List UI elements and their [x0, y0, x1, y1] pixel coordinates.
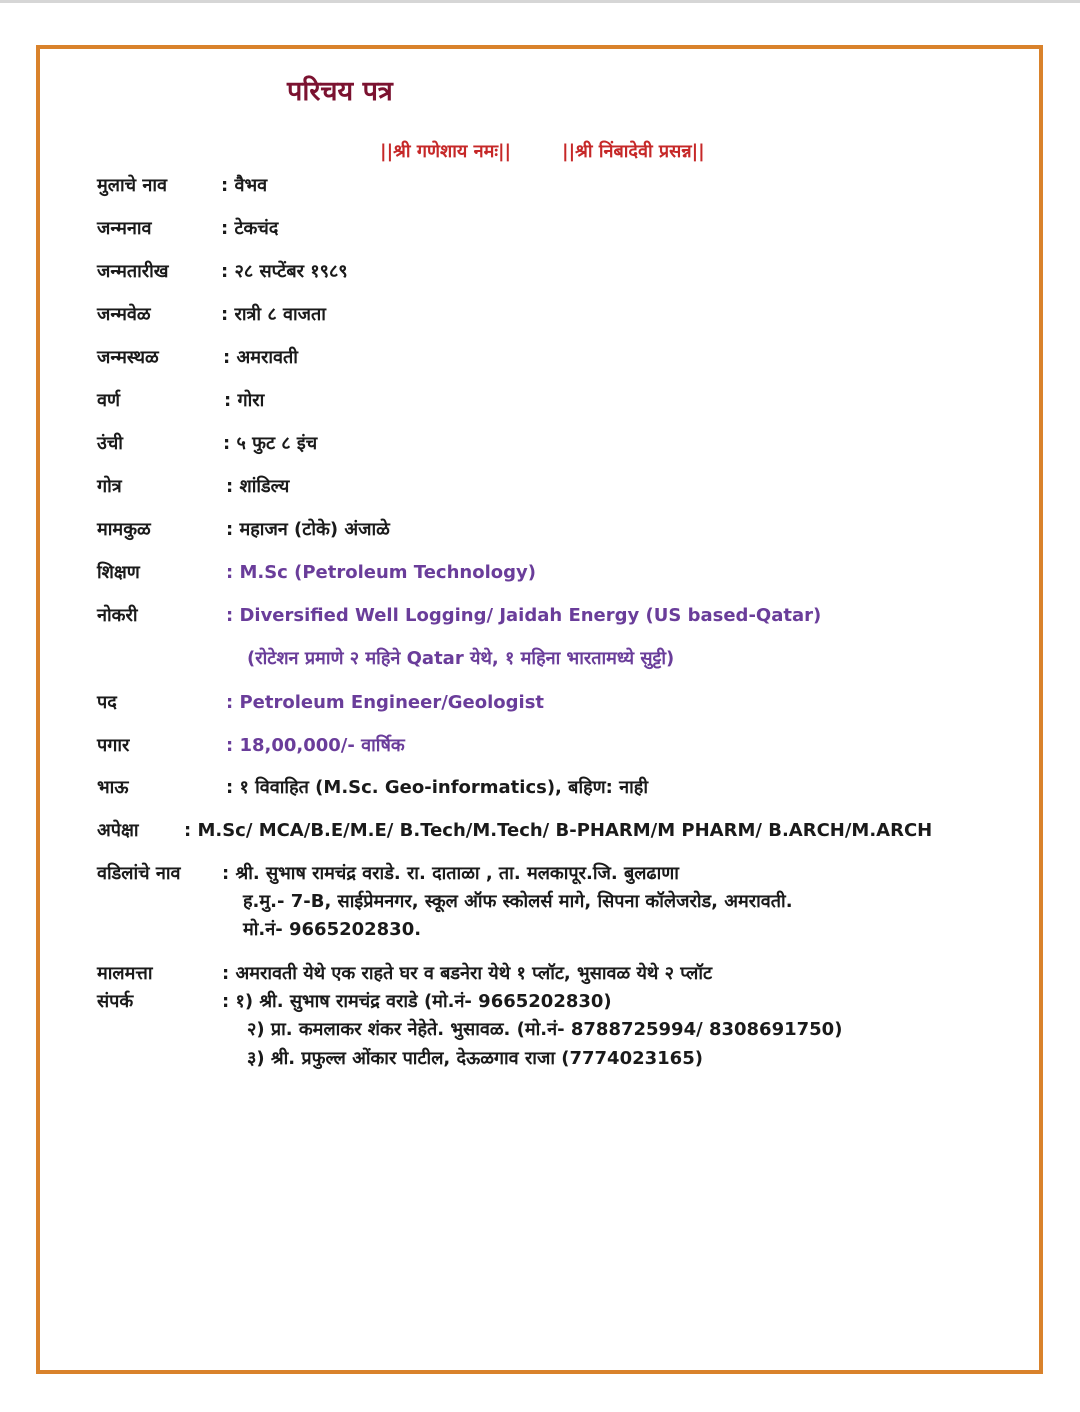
label-job: नोकरी	[97, 605, 138, 626]
label-mamkul: मामकुळ	[97, 519, 151, 540]
label-education: शिक्षण	[97, 562, 140, 583]
value-birth-time: : रात्री ८ वाजता	[221, 304, 326, 325]
job-rotation-note: (रोटेशन प्रमाणे २ महिने Qatar येथे, १ महिना भारतामध्ये सुट्टी)	[247, 648, 675, 669]
label-property: मालमत्ता	[97, 963, 153, 984]
value-expectation: : M.Sc/ MCA/B.E/M.E/ B.Tech/M.Tech/ B-PHARM/M PHARM/ B.ARCH/M.ARCH	[184, 820, 933, 841]
value-mamkul: : महाजन (टोके) अंजाळे	[226, 519, 390, 540]
label-father-name: वडिलांचे नाव	[97, 863, 181, 884]
value-gotra: : शांडिल्य	[226, 476, 290, 497]
value-brother: : १ विवाहित (M.Sc. Geo-informatics), बहिण: नाही	[226, 777, 649, 798]
value-birth-date: : २८ सप्टेंबर १९८९	[221, 261, 348, 282]
value-education: : M.Sc (Petroleum Technology)	[226, 562, 536, 583]
page-title: परिचय पत्र	[287, 76, 393, 107]
value-height: : ५ फुट ८ इंच	[223, 433, 318, 454]
contact-2: २) प्रा. कमलाकर शंकर नेहेते. भुसावळ. (मो.नं- 8788725994/ 8308691750)	[247, 1019, 843, 1040]
value-property: : अमरावती येथे एक राहते घर व बडनेरा येथे १ प्लॉट, भुसावळ येथे २ प्लॉट	[222, 963, 713, 984]
label-birth-time: जन्मवेळ	[97, 304, 151, 325]
father-mobile: मो.नं- 9665202830.	[243, 919, 422, 940]
label-contact: संपर्क	[97, 991, 134, 1012]
label-gotra: गोत्र	[97, 476, 122, 497]
value-name: : वैभव	[221, 175, 268, 196]
value-salary: : 18,00,000/- वार्षिक	[226, 735, 405, 756]
label-birth-place: जन्मस्थळ	[97, 347, 159, 368]
contact-3: ३) श्री. प्रफुल्ल ओंकार पाटील, देऊळगाव राजा (7774023165)	[247, 1048, 703, 1069]
value-birth-place: : अमरावती	[223, 347, 298, 368]
label-salary: पगार	[97, 735, 130, 756]
value-position: : Petroleum Engineer/Geologist	[226, 692, 545, 713]
father-address: ह.मु.- 7-B, साईप्रेमनगर, स्कूल ऑफ स्कोलर्स मागे, सिपना कॉलेजरोड, अमरावती.	[243, 891, 793, 912]
invocation-nimbadevi: ||श्री निंबादेवी प्रसन्न||	[562, 141, 705, 162]
label-birth-name: जन्मनाव	[97, 218, 152, 239]
value-job: : Diversified Well Logging/ Jaidah Energy (US based-Qatar)	[226, 605, 822, 626]
invocation-ganesha: ||श्री गणेशाय नमः||	[380, 141, 512, 162]
label-complexion: वर्ण	[97, 390, 121, 411]
label-brother: भाऊ	[97, 777, 129, 798]
label-birth-date: जन्मतारीख	[97, 261, 169, 282]
value-complexion: : गोरा	[224, 390, 265, 411]
label-position: पद	[97, 692, 117, 713]
label-expectation: अपेक्षा	[97, 820, 139, 841]
contact-1: : १) श्री. सुभाष रामचंद्र वराडे (मो.नं- 9665202830)	[222, 991, 612, 1012]
top-divider	[0, 0, 1080, 3]
label-height: उंची	[97, 433, 123, 454]
value-birth-name: : टेकचंद	[221, 218, 279, 239]
value-father-name: : श्री. सुभाष रामचंद्र वराडे. रा. दाताळा , ता. मलकापूर.जि. बुलढाणा	[222, 863, 679, 884]
label-name: मुलाचे नाव	[97, 175, 167, 196]
